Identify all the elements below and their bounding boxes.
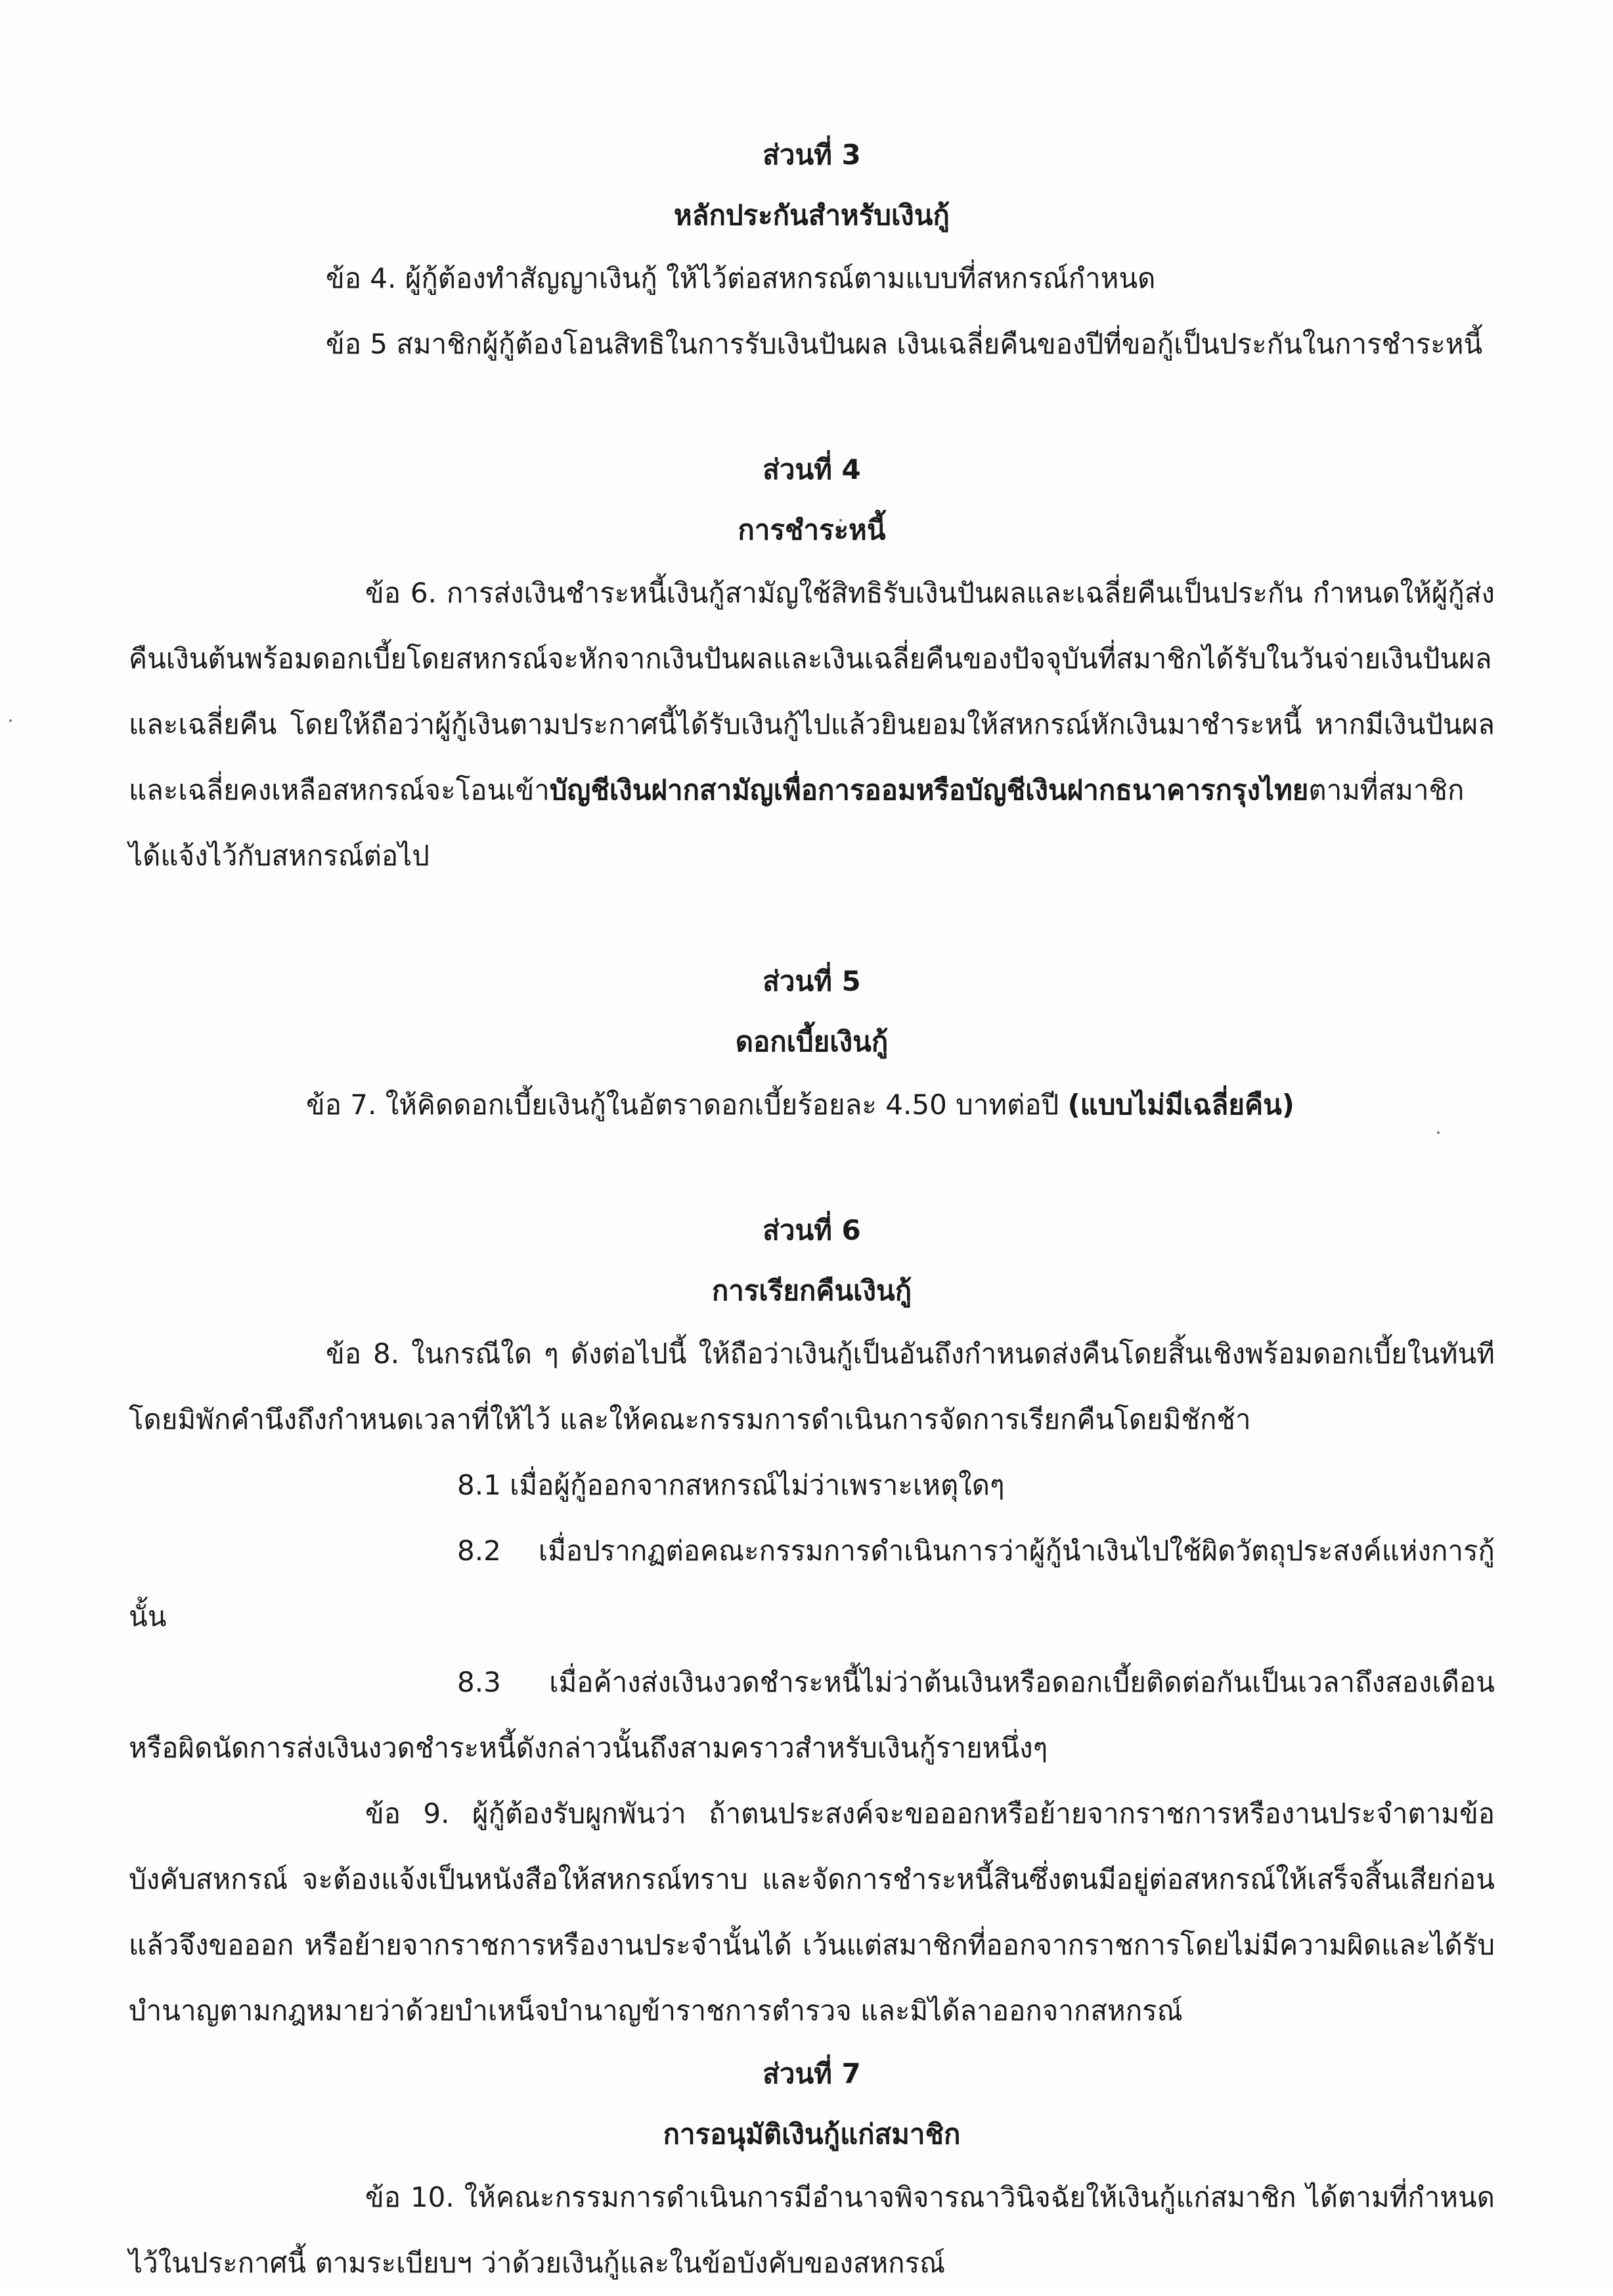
clause-8: ข้อ 8. ในกรณีใด ๆ ดังต่อไปนี้ ให้ถือว่าเงินกู้เป็นอันถึงกำหนดส่งคืนโดยสิ้นเชิงพร้อมดอกเบี้ยในทันทีโดยมิพักคำนึงถึงกำหนดเวลาที่ให้ไว้ และให้คณะกรรมการดำเนินการจัดการเรียกคืนโดยมิชักช้า — [129, 1338, 1495, 1435]
section-title: ดอกเบี้ยเงินกู้ — [735, 1025, 889, 1058]
section-title: การเรียกคืนเงินกู้ — [711, 1274, 912, 1307]
section-heading: ส่วนที่ 4 — [762, 453, 861, 485]
clause-7 — [129, 1072, 1495, 1138]
section-title: หลักประกันสำหรับเงินกู้ — [674, 199, 950, 231]
clause-8-1: 8.1 เมื่อผู้กู้ออกจากสหกรณ์ไม่ว่าเพราะเหตุใดๆ — [457, 1469, 1005, 1501]
section-heading: ส่วนที่ 3 — [762, 139, 861, 171]
section-heading: ส่วนที่ 7 — [762, 2058, 861, 2090]
clause-4: ข้อ 4. ผู้กู้ต้องทำสัญญาเงินกู้ ให้ไว้ต่อสหกรณ์ตามแบบที่สหกรณ์กำหนด — [326, 262, 1156, 294]
section-7 — [129, 2044, 1495, 2296]
clause-8-3: 8.3 เมื่อค้างส่งเงินงวดชำระหนี้ไม่ว่าต้นเงินหรือดอกเบี้ยติดต่อกันเป็นเวลาถึงสองเดือนหรือผิดนัดการส่งเงินงวดชำระหนี้ดังกล่าวนั้นถึงสามคราวสำหรับเงินกู้รายหนึ่งๆ — [129, 1666, 1495, 1764]
section-4 — [129, 439, 1495, 889]
clause-6-bold-text: บัญชีเงินฝากสามัญเพื่อการออมหรือบัญชีเงินฝากธนาคารกรุงไทย — [549, 774, 1309, 806]
section-3 — [129, 125, 1495, 377]
clause-9: ข้อ 9. ผู้กู้ต้องรับผูกพันว่า ถ้าตนประสงค์จะขอออกหรือย้ายจากราชการหรืองานประจำตามข้อบังคับสหกรณ์ จะต้องแจ้งเป็นหนังสือให้สหกรณ์ทราบ และจัดการชำระหนี้สินซึ่งตนมีอยู่ต่อสหกรณ์ให้เสร็จสิ้นเสียก่อนแล้วจึงขอออก หรือย้ายจากราชการหรืองานประจำนั้นได้ เว้นแต่สมาชิกที่ออกจากราชการโดยไม่มีความผิดและได้รับบำนาญตามกฎหมายว่าด้วยบำเหน็จบำนาญข้าราชการตำรวจ และมิได้ลาออกจากสหกรณ์ — [129, 1797, 1495, 2027]
section-heading: ส่วนที่ 6 — [762, 1214, 861, 1246]
clause-6-text-end: ตามที่สมาชิกได้แจ้งไว้กับสหกรณ์ต่อไป — [129, 774, 1465, 872]
section-heading: ส่วนที่ 5 — [762, 965, 861, 997]
clause-6 — [129, 560, 1495, 889]
section-title: การชำระหนี้ — [738, 514, 886, 546]
clause-7-text: ข้อ 7. ให้คิดดอกเบี้ยเงินกู้ในอัตราดอกเบี้ยร้อยละ 4.50 บาทต่อปี — [306, 1089, 1068, 1121]
section-title: การอนุมัติเงินกู้แก่สมาชิก — [663, 2118, 961, 2150]
document-body — [129, 125, 1495, 2296]
scan-speck — [9, 719, 12, 722]
section-6 — [129, 1200, 1495, 2044]
clause-5: ข้อ 5 สมาชิกผู้กู้ต้องโอนสิทธิในการรับเงินปันผล เงินเฉลี่ยคืนของปีที่ขอกู้เป็นประกันในการชำระหนี้ — [326, 328, 1483, 360]
clause-7-bold-text: (แบบไม่มีเฉลี่ยคืน) — [1067, 1089, 1294, 1121]
clause-10: ข้อ 10. ให้คณะกรรมการดำเนินการมีอำนาจพิจารณาวินิจฉัยให้เงินกู้แก่สมาชิก ได้ตามที่กำหนดไว้ในประกาศนี้ ตามระเบียบฯ ว่าด้วยเงินกู้และในข้อบังคับของสหกรณ์ — [129, 2181, 1495, 2279]
clause-8-2: 8.2 เมื่อปรากฏต่อคณะกรรมการดำเนินการว่าผู้กู้นำเงินไปใช้ผิดวัตถุประสงค์แห่งการกู้นั้น — [129, 1535, 1495, 1632]
section-5 — [129, 951, 1495, 1138]
clause-6-text: ข้อ 6. การส่งเงินชำระหนี้เงินกู้สามัญใช้สิทธิรับเงินปันผลและเฉลี่ยคืนเป็นประกัน กำหนดให้ผู้กู้ส่งคืนเงินต้นพร้อมดอกเบี้ยโดยสหกรณ์จะหักจากเงินปันผลและเงินเฉลี่ยคืนของปัจจุบันที่สมาชิกได้รับในวันจ่ายเงินปันผลและเฉลี่ยคืน โดยให้ถือว่าผู้กู้เงินตามประกาศนี้ได้รับเงินกู้ไปแล้วยินยอมให้สหกรณ์หักเงินมาชำระหนี้ หากมีเงินปันผลและเฉลี่ยคงเหลือสหกรณ์จะโอนเข้า — [129, 577, 1495, 806]
